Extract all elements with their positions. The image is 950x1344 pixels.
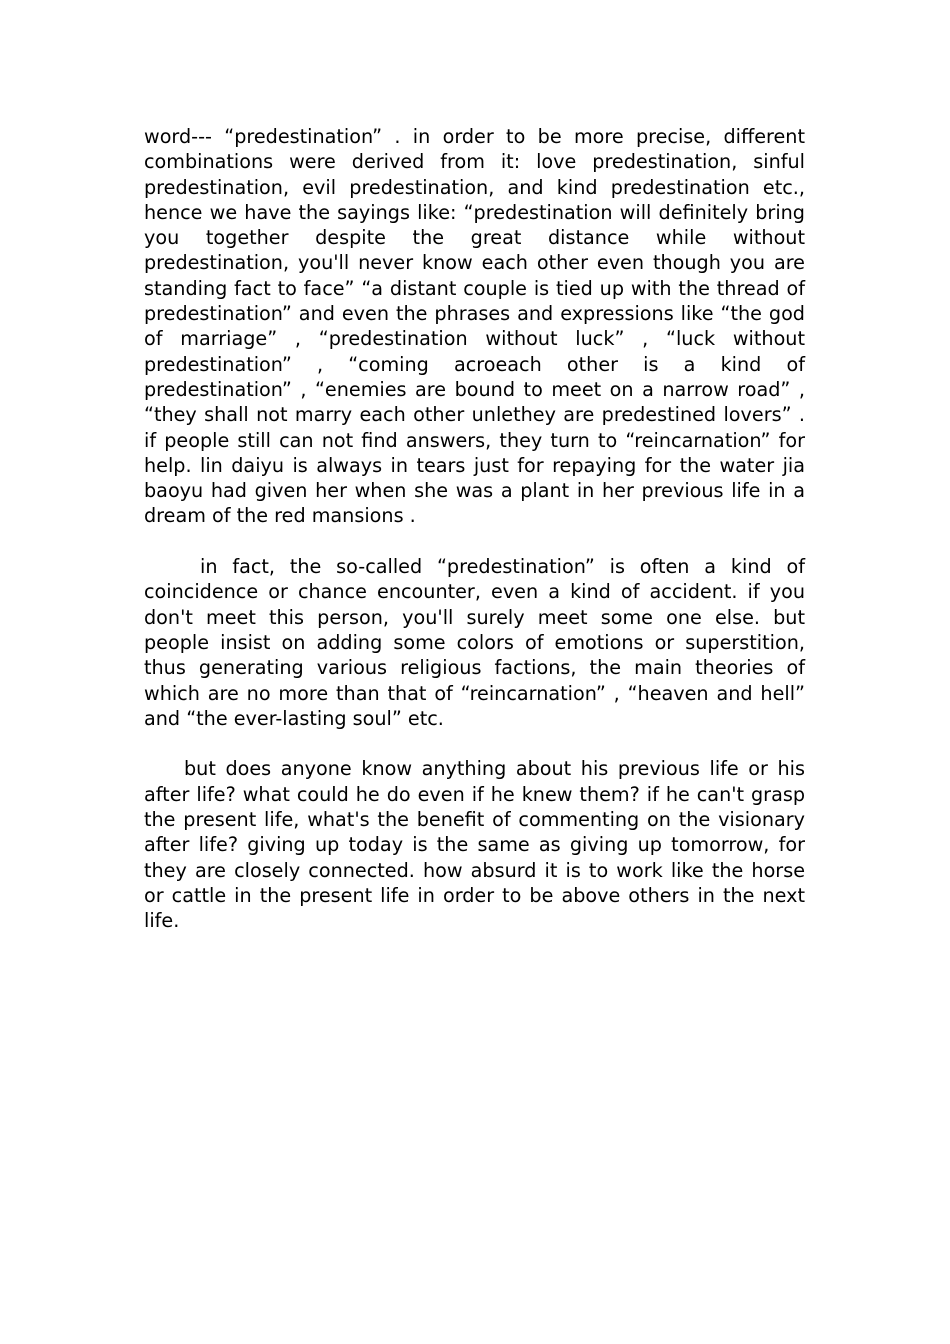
paragraph-previous-life: but does anyone know anything about his previous life or his after life? what could he do even if he knew them? if he can't grasp the present life, what's the benefit of commenting on the visionary after life? giving up today is the same as giving up tomorrow, for they are closely connected. how absurd it is to work like the horse or cattle in the present life in order to be above others in the next life. bbox=[144, 757, 805, 933]
paragraph-predestination-combinations: word--- “predestination” . in order to be more precise, different combinations were derived from it: love predestination, sinful predestination, evil predestination, and kind predestination etc., hence we have the sayings like: “predestination will definitely bring you together despite the great distance while without predestination, you'll never know each other even though you are standing fact to face” “a distant couple is tied up with the thread of predestination” and even the phrases and expressions like “the god of marriage” , “predestination without luck” , “luck without predestination” , “coming acroeach other is a kind of predestination” , “enemies are bound to meet on a narrow road” , “they shall not marry each other unlethey are predestined lovers” . if people still can not find answers, they turn to “reincarnation” for help. lin daiyu is always in tears just for repaying for the water jia baoyu had given her when she was a plant in her previous life in a dream of the red mansions . bbox=[144, 125, 805, 528]
paragraph-coincidence: in fact, the so-called “predestination” is often a kind of coincidence or chance encounter, even a kind of accident. if you don't meet this person, you'll surely meet some one else. but people insist on adding some colors of emotions or superstition, thus generating various religious factions, the main theories of which are no more than that of “reincarnation” , “heaven and hell” and “the ever-lasting soul” etc. bbox=[144, 555, 805, 730]
body-text bbox=[144, 124, 805, 959]
